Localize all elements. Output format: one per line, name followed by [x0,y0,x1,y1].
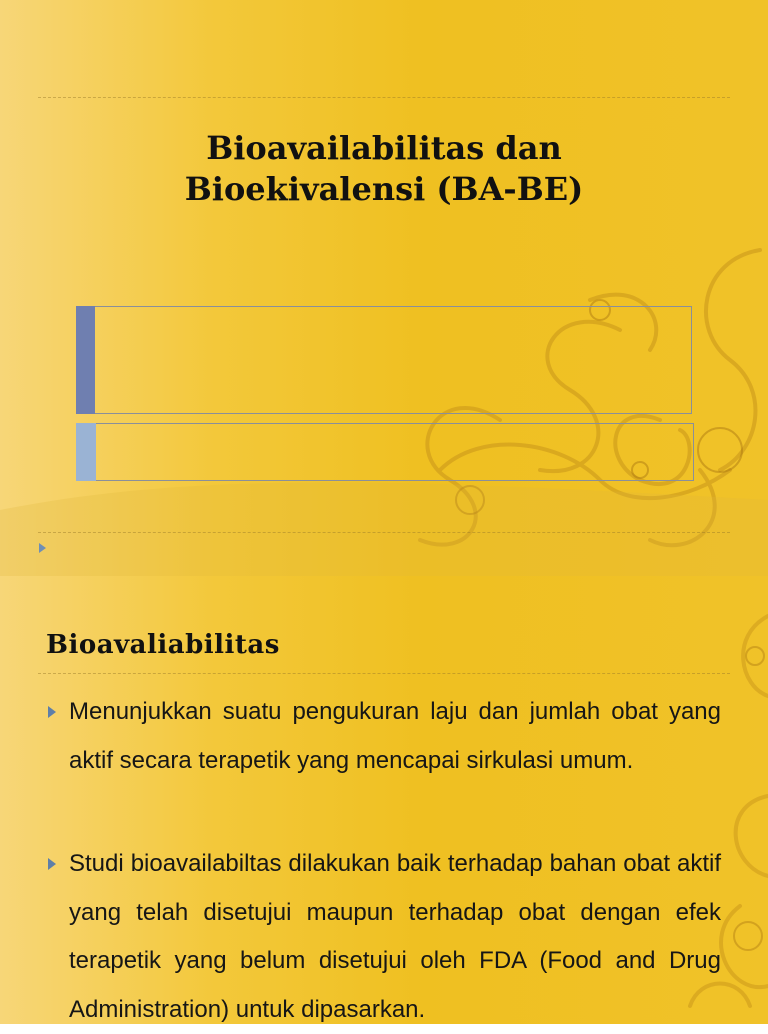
bullet-triangle-icon [39,543,46,553]
section-heading: Bioavaliabilitas [46,630,280,660]
bottom-divider [38,532,730,533]
subtitle-box-accent [76,306,95,414]
bullet-triangle-icon [48,858,56,870]
bullet-item: Studi bioavailabiltas dilakukan baik terhadap bahan obat aktif yang telah disetujui maupun terhadap obat dengan efek terapetik yang belum disetujui oleh FDA (Food and Drug Administration) untuk dipasarkan. [69,850,721,1023]
bullet-item: Menunjukkan suatu pengukuran laju dan jumlah obat yang aktif secara terapetik yang mencapai sirkulasi umum. [69,698,721,774]
heading-divider [38,673,730,674]
subtitle-box [76,306,692,414]
bullet-triangle-icon [48,706,56,718]
content-box [76,423,694,481]
content-box-accent [76,423,96,481]
top-divider [38,97,730,98]
slide-title: Bioavailabilitas dan Bioekivalensi (BA-BE) [184,129,584,208]
